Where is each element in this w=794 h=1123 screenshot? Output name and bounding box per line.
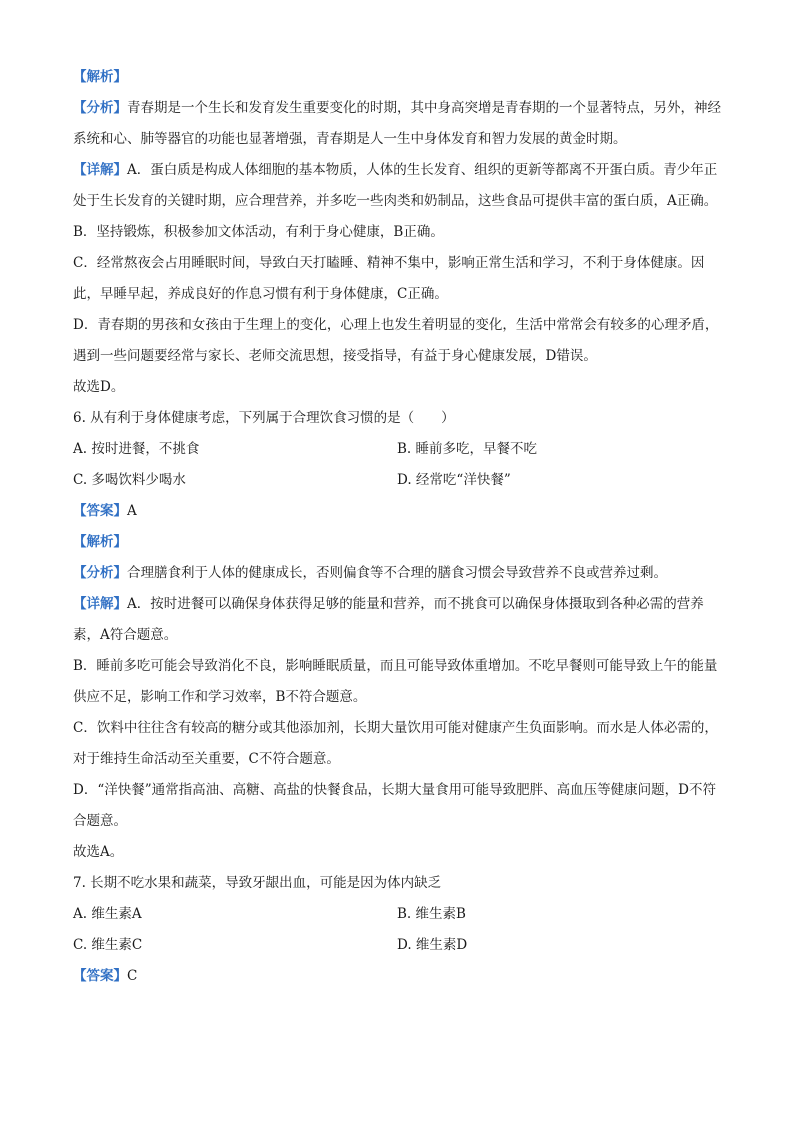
q6-options-row-2 xyxy=(73,465,723,496)
q7-options-row-1 xyxy=(73,899,723,930)
q7-option-c: C. 维生素C xyxy=(73,937,143,953)
xiangjie-option-c: C．经常熬夜会占用睡眠时间，导致白天打瞌睡、精神不集中，影响正常生活和学习，不利于身体健康。因此，早睡早起，养成良好的作息习惯有利于身体健康，C正确。 xyxy=(73,255,705,302)
q7-option-d: D. 维生素D xyxy=(397,937,468,953)
q6-xiangjie-option-b: B．睡前多吃可能会导致消化不良，影响睡眠质量，而且可能导致体重增加。不吃早餐则可能导致上午的能量供应不足，影响工作和学习效率，B不符合题意。 xyxy=(73,658,718,705)
xiangjie-option-a: A．蛋白质是构成人体细胞的基本物质，人体的生长发育、组织的更新等都离不开蛋白质。青少年正处于生长发育的关键时期，应合理营养，并多吃一些肉类和奶制品，这些食品可提供丰富的蛋白质，A正确。 xyxy=(73,162,718,209)
q7-options-row-2 xyxy=(73,930,723,961)
fenxi-text: 青春期是一个生长和发育发生重要变化的时期，其中身高突增是青春期的一个显著特点，另外，神经系统和心、肺等器官的功能也显著增强，青春期是人一生中身体发育和智力发展的黄金时期。 xyxy=(73,100,721,147)
q6-option-c: C. 多喝饮料少喝水 xyxy=(73,472,186,488)
question-7: 7. 长期不吃水果和蔬菜，导致牙龈出血，可能是因为体内缺乏 xyxy=(73,875,442,891)
q6-xiangjie-option-d: D．“洋快餐”通常指高油、高糖、高盐的快餐食品，长期大量食用可能导致肥胖、高血压等健康问题，D不符合题意。 xyxy=(73,782,716,829)
answer-tag: 【答案】 xyxy=(73,968,127,984)
xiangjie-tag: 【详解】 xyxy=(73,596,127,612)
fenxi-tag: 【分析】 xyxy=(73,100,127,116)
xiangjie-tag: 【详解】 xyxy=(73,162,127,178)
q6-xiangjie-paragraph xyxy=(73,589,723,651)
q6-option-b: B. 睡前多吃，早餐不吃 xyxy=(397,441,538,457)
conclusion: 故选D。 xyxy=(73,379,125,395)
document-page xyxy=(73,62,723,992)
xiangjie-option-b: B．坚持锻炼，积极参加文体活动，有利于身心健康，B正确。 xyxy=(73,224,444,240)
fenxi-text: 合理膳食利于人体的健康成长，否则偏食等不合理的膳食习惯会导致营养不良或营养过剩。 xyxy=(127,565,667,581)
q6-jiexi-heading: 【解析】 xyxy=(73,534,127,550)
q6-answer xyxy=(73,496,723,527)
question-6: 6. 从有利于身体健康考虑，下列属于合理饮食习惯的是（ ） xyxy=(73,410,455,426)
q6-options-row-1 xyxy=(73,434,723,465)
q6-option-d: D. 经常吃“洋快餐” xyxy=(397,472,511,488)
xiangjie-option-d: D．青春期的男孩和女孩由于生理上的变化，心理上也发生着明显的变化，生活中常常会有较多的心理矛盾，遇到一些问题要经常与家长、老师交流思想，接受指导，有益于身心健康发展，D错误。 xyxy=(73,317,719,364)
q7-option-a: A. 维生素A xyxy=(73,906,142,922)
fenxi-paragraph xyxy=(73,93,723,155)
answer-value: C xyxy=(127,968,138,984)
q6-option-a: A. 按时进餐，不挑食 xyxy=(73,441,200,457)
q6-fenxi-paragraph xyxy=(73,558,723,589)
jiexi-heading: 【解析】 xyxy=(73,69,127,85)
q7-answer xyxy=(73,961,723,992)
xiangjie-option-a: A．按时进餐可以确保身体获得足够的能量和营养，而不挑食可以确保身体摄取到各种必需的营养素，A符合题意。 xyxy=(73,596,704,643)
fenxi-tag: 【分析】 xyxy=(73,565,127,581)
q6-conclusion: 故选A。 xyxy=(73,844,124,860)
answer-tag: 【答案】 xyxy=(73,503,127,519)
q7-option-b: B. 维生素B xyxy=(397,906,466,922)
xiangjie-paragraph xyxy=(73,155,723,217)
answer-value: A xyxy=(127,503,137,519)
q6-xiangjie-option-c: C．饮料中往往含有较高的糖分或其他添加剂，长期大量饮用可能对健康产生负面影响。而水是人体必需的，对于维持生命活动至关重要，C不符合题意。 xyxy=(73,720,718,767)
